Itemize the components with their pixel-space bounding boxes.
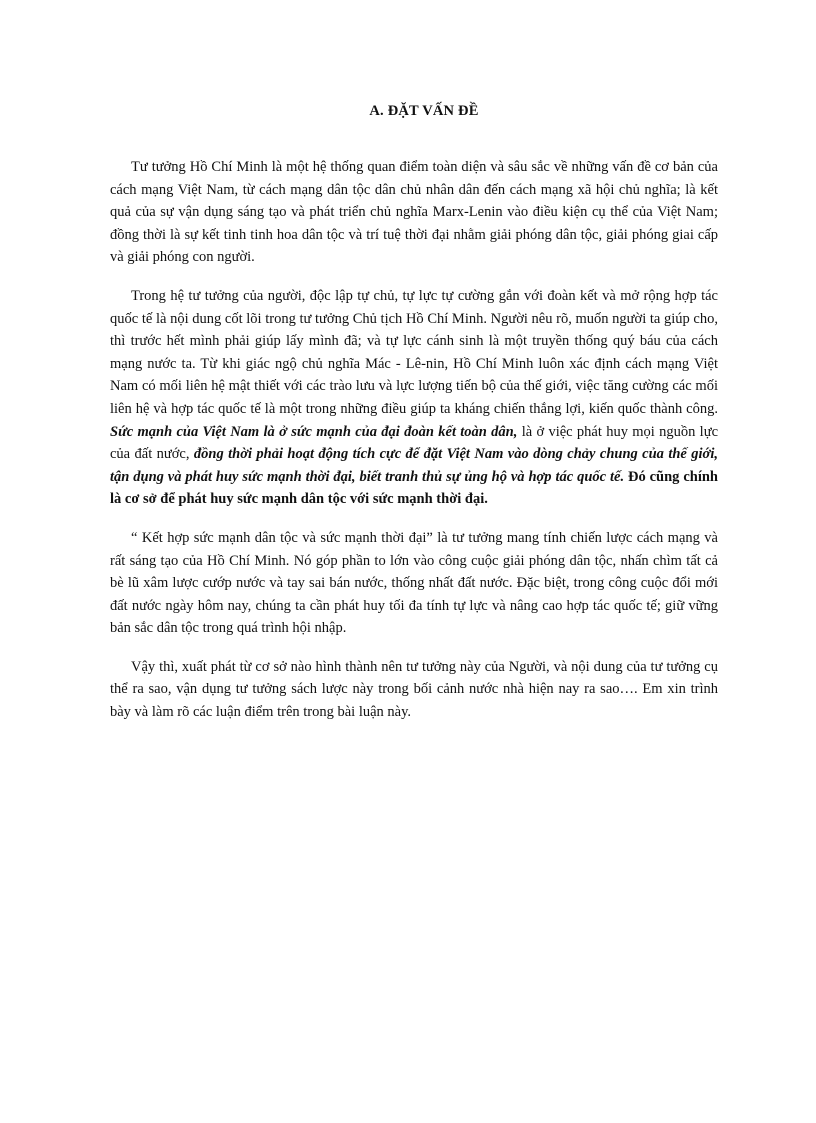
emphasis-unity-strength: Sức mạnh của Việt Nam là ở sức mạnh của đại đoàn kết toàn dân,	[110, 423, 518, 440]
section-title: A. ĐẶT VẤN ĐỀ	[369, 103, 479, 119]
document-page	[110, 103, 718, 740]
paragraph-core-content	[110, 285, 718, 511]
paragraph-strategy: “ Kết hợp sức mạnh dân tộc và sức mạnh thời đại” là tư tưởng mang tính chiến lược cách mạng và rất sáng tạo của Hồ Chí Minh. Nó góp phần to lớn vào công cuộc giải phóng dân tộc, nhấn chìm tất cả bè lũ xâm lược cướp nước và tay sai bán nước, thống nhất đất nước. Đặc biệt, trong công cuộc đổi mới đất nước ngày hôm nay, chúng ta cần phát huy tối đa tính tự lực và nâng cao hợp tác quốc tế; giữ vững bản sắc dân tộc trong quá trình hội nhập.	[110, 529, 718, 637]
paragraph-intro: Tư tưởng Hồ Chí Minh là một hệ thống quan điểm toàn diện và sâu sắc về những vấn đề cơ bản của cách mạng Việt Nam, từ cách mạng dân tộc dân chủ nhân dân đến cách mạng xã hội chủ nghĩa; là kết quả của sự vận dụng sáng tạo và phát triển chủ nghĩa Marx-Lenin vào điều kiện cụ thể của Việt Nam; đồng thời là sự kết tinh tinh hoa dân tộc và trí tuệ thời đại nhằm giải phóng dân tộc, giải phóng giai cấp và giải phóng con người.	[110, 159, 718, 266]
paragraph-core-text: Trong hệ tư tưởng của người, độc lập tự chủ, tự lực tự cường gắn với đoàn kết và mở rộng hợp tác quốc tế là nội dung cốt lõi trong tư tưởng Chủ tịch Hồ Chí Minh. Người nêu rõ, muốn người ta giúp cho, thì trước hết mình phải giúp lấy mình đã; và tự lực cánh sinh là một truyền thống quý báu của cách mạng nước ta. Từ khi giác ngộ chủ nghĩa Mác - Lê-nin, Hồ Chí Minh luôn xác định cách mạng Việt Nam có mối liên hệ mật thiết với các trào lưu và lực lượng tiến bộ của thế giới, việc tăng cường các mối liên hệ và hợp tác quốc tế là một trong những điều giúp ta kháng chiến thắng lợi, kiến quốc thành công.	[110, 287, 718, 417]
paragraph-core-text-2: là ở việc phát huy mọi nguồn lực của đất nước,	[110, 423, 719, 463]
emphasis-conclusion: Đó cũng chính là cơ sở để phát huy sức mạnh dân tộc với sức mạnh thời đại.	[110, 468, 718, 508]
paragraph-outline: Vậy thì, xuất phát từ cơ sở nào hình thành nên tư tưởng này của Người, và nội dung của tư tưởng cụ thể ra sao, vận dụng tư tưởng sách lược này trong bối cảnh nước nhà hiện nay ra sao…. Em xin trình bày và làm rõ các luận điểm trên trong bài luận này.	[110, 658, 718, 721]
emphasis-international-cooperation: đồng thời phải hoạt động tích cực để đặt Việt Nam vào dòng chảy chung của thế giới, tận dụng và phát huy sức mạnh thời đại, biết tranh thủ sự ủng hộ và hợp tác quốc tế.	[110, 446, 718, 485]
